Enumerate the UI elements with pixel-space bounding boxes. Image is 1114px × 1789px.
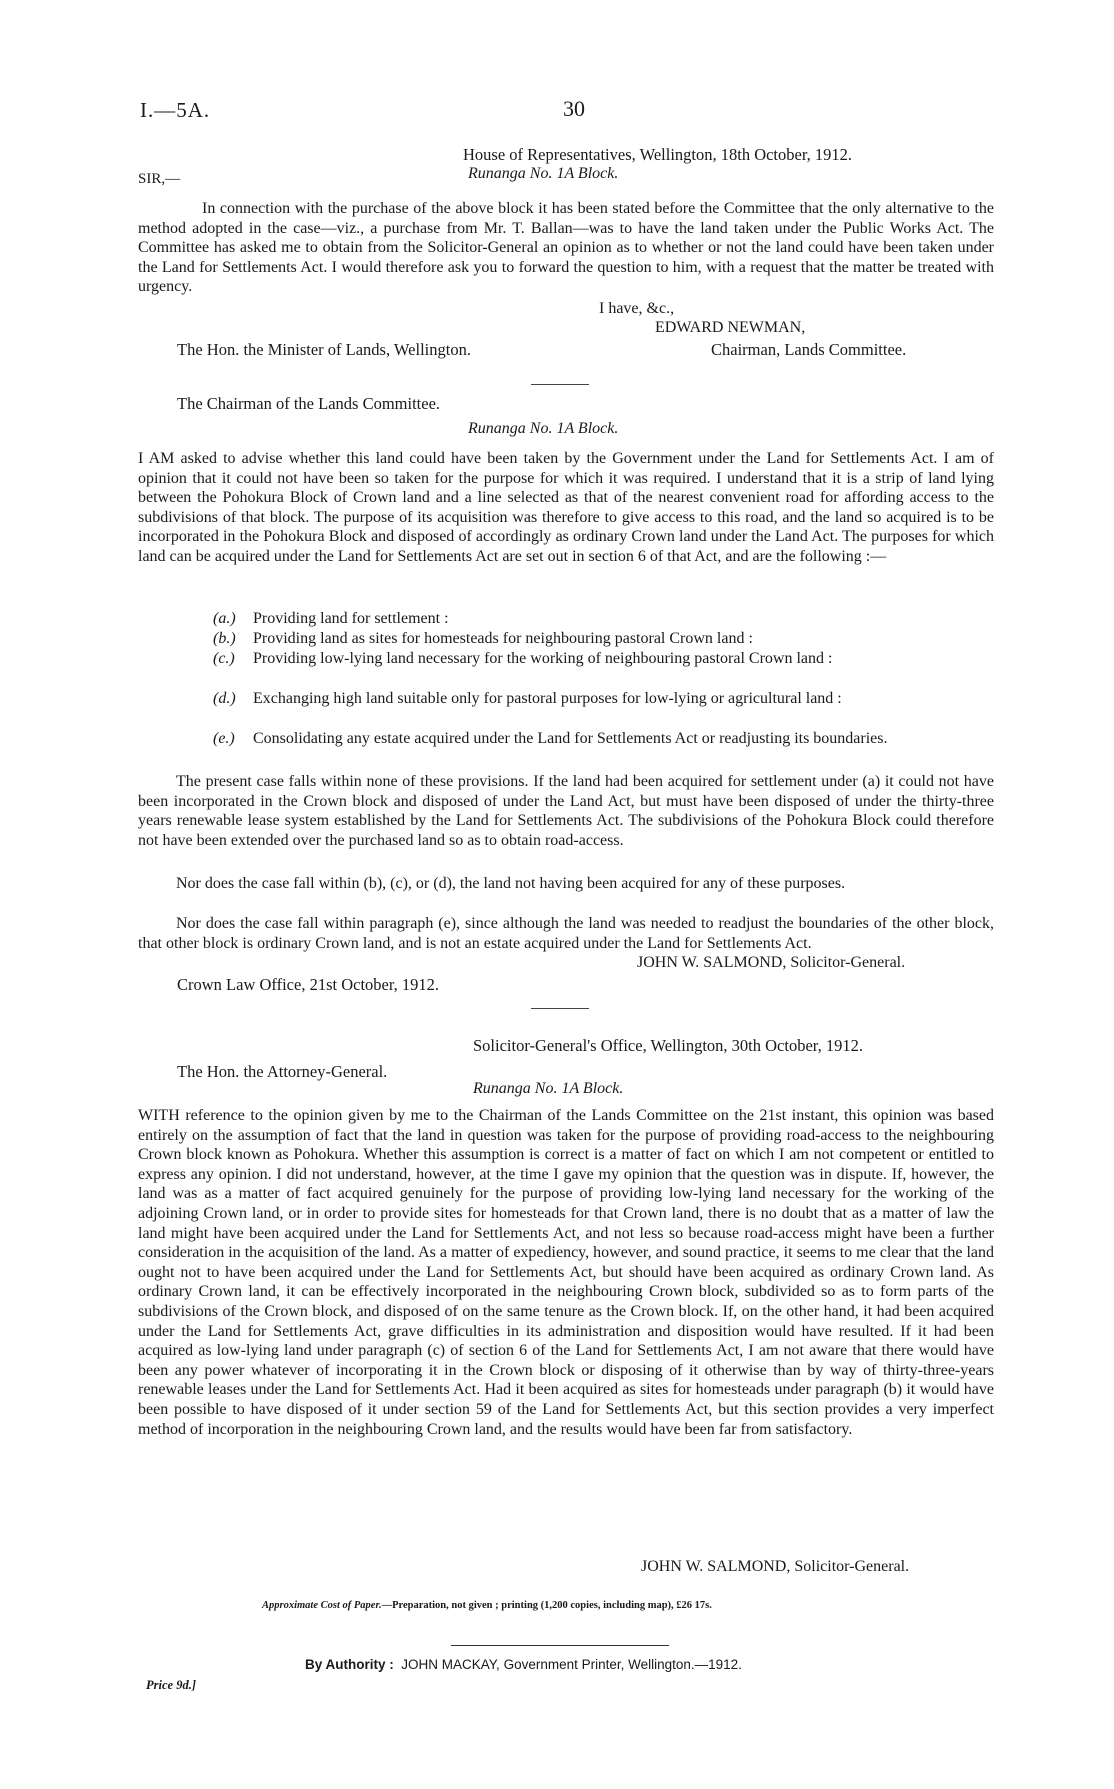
letter1-salutation: SIR,— (138, 171, 181, 187)
letter1-signatory: EDWARD NEWMAN, (655, 319, 806, 336)
section-divider (531, 384, 589, 385)
letter3-addressee: The Hon. the Attorney-General. (177, 1062, 388, 1081)
printer-name: JOHN MACKAY, (401, 1657, 500, 1672)
printer-rest: Government Printer, Wellington.—1912. (503, 1657, 742, 1672)
price: Price 9d.] (146, 1678, 196, 1692)
printer-line (305, 1657, 742, 1672)
letter2-signatory: JOHN W. SALMOND, (637, 954, 787, 971)
list-item (213, 629, 995, 649)
list-item-label: (e.) (213, 730, 235, 747)
list-item-label: (d.) (213, 690, 236, 707)
letter2-signature (637, 954, 905, 972)
letter1-signatory-title: Chairman, Lands Committee. (711, 340, 907, 359)
letter2-body-text: asked to advise whether this land could have been taken by the Government under the Land for Settlements Act. I am of opinion that it could not have been so taken for the purpose for which it was required. I understand that it is a strip of land lying between the Pohokura Block of Crown land and a line selected as that of the nearest convenient road for affording access to the subdivisions of that block. The purpose of its acquisition was therefore to give access to this road, and the land so acquired is to be incorporated in the Pohokura Block and disposed of accordingly as ordinary Crown land under the Land Act. The purposes for which land can be acquired under the Land for Settlements Act are set out in section 6 of that Act, and are the following :— (138, 450, 995, 565)
list-item-text: Consolidating any estate acquired under the Land for Settlements Act or readjusting its boundaries. (253, 730, 888, 747)
letter2-para2: The present case falls within none of these provisions. If the land had been acquired for settlement under (a) it could not have been incorporated in the Crown block and disposed of under the Land Act, but must have been disposed of under the thirty-three years renewable lease system established by the Land for Settlements Act. The subdivisions of the Pohokura Block could therefore not have been extended over the purchased land so as to obtain road-access. (138, 773, 994, 849)
letter2-para3: Nor does the case fall within (b), (c), or (d), the land not having been acquired for any of these purposes. (176, 875, 846, 892)
letter2-addressee: The Chairman of the Lands Committee. (177, 394, 441, 413)
letter3-signature (641, 1558, 909, 1576)
list-item (213, 689, 995, 729)
letter3-body (138, 1106, 994, 1439)
letter1-subject: Runanga No. 1A Block. (468, 165, 619, 182)
list-item (213, 649, 995, 689)
list-item-text: Providing low-lying land necessary for the working of neighbouring pastoral Crown land : (253, 650, 833, 667)
list-item-label: (b.) (213, 630, 236, 647)
list-item-label: (a.) (213, 610, 236, 627)
footer-divider (451, 1645, 669, 1646)
letter2-para4: Nor does the case fall within paragraph (e), since although the land was needed to readjust the boundaries of the other block, that other block is ordinary Crown land, and is not an estate acquired under the Land for Settlements Act. (138, 915, 994, 952)
letter2-place-date: Crown Law Office, 21st October, 1912. (177, 975, 440, 994)
cost-note (262, 1600, 712, 1611)
letter2-subject: Runanga No. 1A Block. (468, 420, 619, 437)
cost-text: —Preparation, not given ; printing (1,200 copies, including map), £26 17s. (381, 1600, 712, 1611)
list-item-text: Providing land for settlement : (253, 610, 449, 627)
letter3-dateline: Solicitor-General's Office, Wellington, 30th October, 1912. (473, 1036, 863, 1055)
page-number: 30 (563, 96, 585, 121)
cost-label: Approximate Cost of Paper. (262, 1600, 382, 1611)
letter2-signatory-title: Solicitor-General. (790, 954, 906, 971)
list-item (213, 609, 995, 629)
list-item-label: (c.) (213, 650, 235, 667)
letter1-body: In connection with the purchase of the above block it has been stated before the Committee that the only alternative to the method adopted in the case—viz., a purchase from Mr. T. Ballan—was to have the land taken under the Public Works Act. The Committee has asked me to obtain from the Solicitor-General an opinion as to whether or not the land could have been taken under the Land for Settlements Act. I would therefore ask you to forward the question to him, with a request that the matter be treated with urgency. (138, 200, 994, 296)
list-item-text: Providing land as sites for homesteads for neighbouring pastoral Crown land : (253, 630, 753, 647)
section-divider (531, 1008, 589, 1009)
letter3-subject: Runanga No. 1A Block. (473, 1080, 624, 1097)
letter2-body (138, 449, 994, 567)
document-reference: I.—5A. (140, 98, 211, 122)
letter3-signatory: JOHN W. SALMOND, (641, 1558, 791, 1575)
letter1-dateline: House of Representatives, Wellington, 18th October, 1912. (463, 145, 853, 164)
letter3-body-text: reference to the opinion given by me to the Chairman of the Lands Committee on the 21st instant, this opinion was based entirely on the assumption of fact that the land in question was taken for the purpose of providing road-access to the neighbouring Crown block known as Pohokura. Whether this assumption is correct is a matter of fact on which I am not competent or entitled to express any opinion. I did not understand, however, at the time I gave my opinion that the question was in dispute. If, however, the land was as a matter of fact acquired genuinely for the purpose of providing low-lying land necessary for the working of the adjoining Crown land, or in order to provide sites for homesteads for that Crown land, there is no doubt that as a matter of law the land might have been acquired under the Land for Settlements Act, and not less so because road-access might have been a further consideration in the acquisition of the land. As a matter of expediency, however, and sound practice, it seems to me clear that the land ought not to have been acquired under the Land for Settlements Act, but should have been acquired as ordinary Crown land. As ordinary Crown land, it can be effectively incorporated in the neighbouring Crown block, subdivided so as to form parts of the subdivisions of the Crown block, and disposed of on the same tenure as the Crown block. If, on the other hand, it had been acquired under the Land for Settlements Act, grave difficulties in its administration and disposition would have resulted. If it had been acquired as low-lying land under paragraph (c) of section 6 of the Land for Settlements Act, I am not aware that there would have been any power whatever of incorporating it in the Crown block or disposing of it otherwise than by way of thirty-three-years renewable leases under the Land for Settlements Act. Had it been acquired as sites for homesteads under paragraph (b) it would have been possible to have disposed of it under section 59 of the Land for Settlements Act, but this section provides a very imperfect method of incorporation in the neighbouring Crown land, and the results would have been far from satisfactory. (138, 1107, 994, 1438)
list-item (213, 729, 995, 769)
letter1-closing: I have, &c., (599, 300, 675, 317)
authority-label: By Authority : (305, 1657, 394, 1672)
letter1-addressee: The Hon. the Minister of Lands, Wellington. (177, 340, 471, 359)
letter2-opening: I AM (138, 450, 175, 467)
letter3-opening: WITH (138, 1107, 180, 1124)
letter3-signatory-title: Solicitor-General. (794, 1558, 910, 1575)
list-item-text: Exchanging high land suitable only for pastoral purposes for low-lying or agricultural land : (253, 690, 842, 707)
